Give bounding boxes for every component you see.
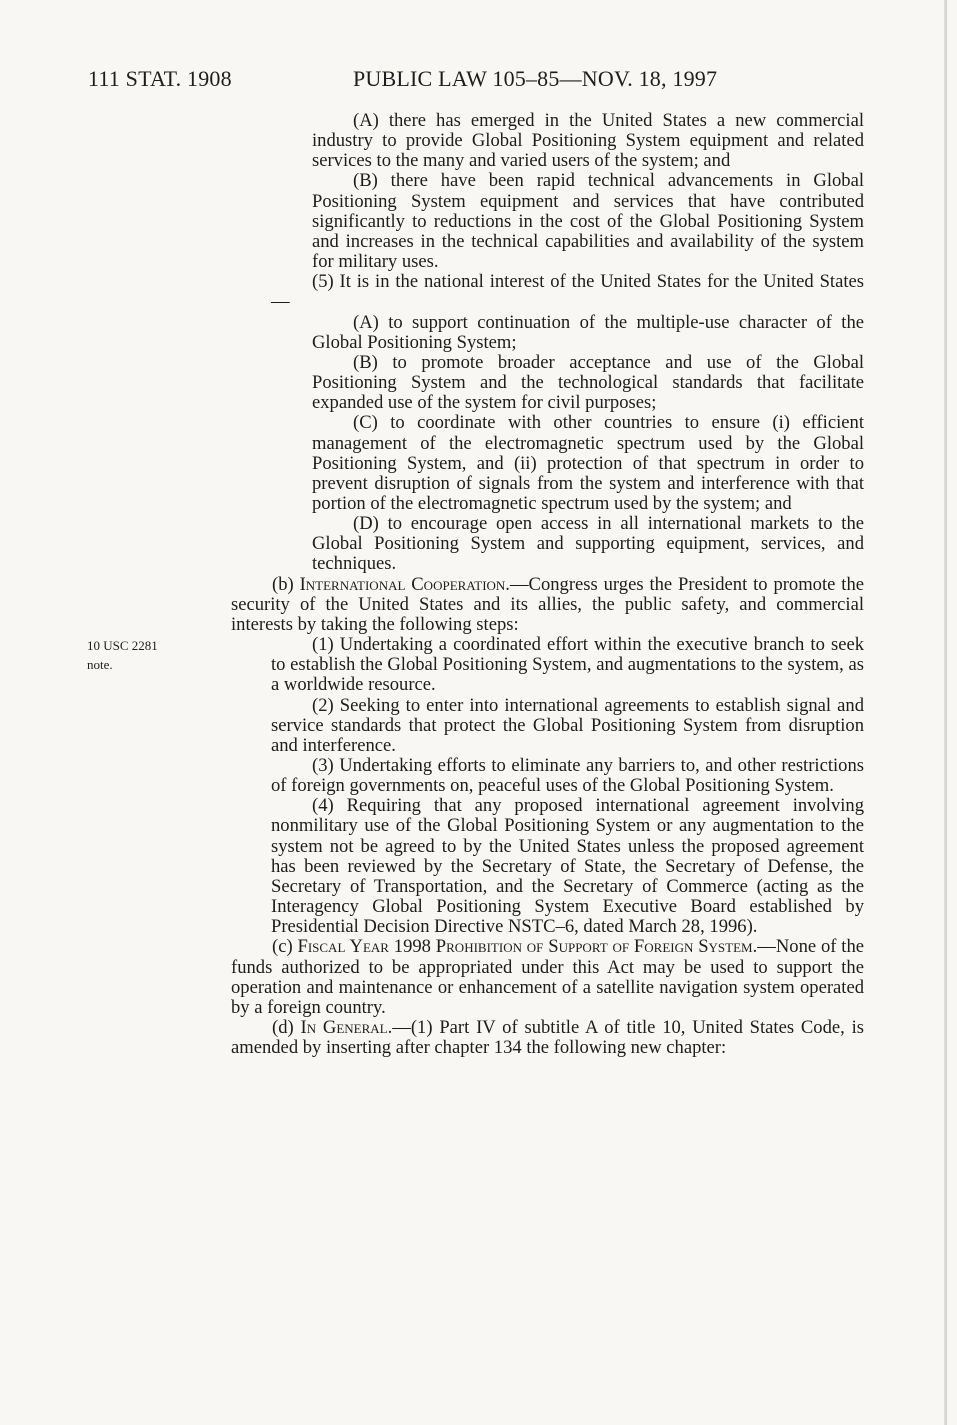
marginal-note bbox=[87, 636, 158, 674]
statute-citation: 111 STAT. 1908 bbox=[88, 66, 232, 91]
public-law-date: PUBLIC LAW 105–85—NOV. 18, 1997 bbox=[353, 66, 718, 91]
paragraph-b-4: (4) Requiring that any proposed international agreement involving nonmilitary use of the Global Positioning System or any augmentation to the system not be agreed to by the United States unless the proposed agreement has been reviewed by the Secretary of State, the Secretary of Defense, the Secretary of Transportation, and the Secretary of Commerce (acting as the Interagency Global Positioning System Executive Board established by Presidential Decision Directive NSTC–6, dated March 28, 1996). bbox=[271, 795, 864, 938]
paragraph-5-a: (A) to support continuation of the multiple-use character of the Global Positioning System; bbox=[312, 311, 864, 353]
marginal-note-citation: 10 USC 2281 bbox=[87, 638, 158, 653]
paragraph-4-a: (A) there has emerged in the United States a new commercial industry to provide Global Positioning System equipment and related services to the many and varied users of the system; and bbox=[312, 110, 864, 172]
paragraph-5-b: (B) to promote broader acceptance and use of the Global Positioning System and the technological standards that facilitate expanded use of the system for civil purposes; bbox=[312, 351, 864, 414]
paragraph-b-2: (2) Seeking to enter into international agreements to establish signal and service standards that protect the Global Positioning System from disruption and interference. bbox=[271, 694, 864, 756]
subsection-b-heading: International Cooperation. bbox=[299, 573, 510, 595]
body-text bbox=[231, 111, 864, 1058]
paragraph-5-c: (C) to coordinate with other countries to ensure (i) efficient management of the electromagnetic spectrum used by the Global Positioning System, and (ii) protection of that spectrum in order to prevent disruption of signals from the system and interference with that portion of the electromagnetic spectrum used by the system; and bbox=[312, 412, 864, 514]
paragraph-b-1: (1) Undertaking a coordinated effort within the executive branch to seek to establish the Global Positioning System, and augmentations to the system, as a worldwide resource. bbox=[271, 634, 864, 696]
marginal-note-label: note. bbox=[87, 657, 113, 672]
subsection-d-heading: In General. bbox=[300, 1017, 393, 1039]
subsection-c-heading: Fiscal Year 1998 Prohibition of Support of Foreign System. bbox=[297, 936, 758, 958]
subsection-c: (c) Fiscal Year 1998 Prohibition of Support of Foreign System.—None of the funds authorized to be appropriated under this Act may be used to support the operation and maintenance or enhancement of a satellite navigation system operated by a foreign country. bbox=[231, 936, 864, 1018]
paragraph-5: (5) It is in the national interest of the United States for the United States— bbox=[271, 271, 864, 313]
subsection-b: (b) International Cooperation.—Congress urges the President to promote the security of the United States and its allies, the public safety, and commercial interests by taking the following steps: bbox=[231, 573, 864, 635]
subsection-d: (d) In General.—(1) Part IV of subtitle A of title 10, United States Code, is amended by inserting after chapter 134 the following new chapter: bbox=[231, 1017, 864, 1059]
paragraph-b-3: (3) Undertaking efforts to eliminate any barriers to, and other restrictions of foreign governments on, peaceful uses of the Global Positioning System. bbox=[271, 755, 864, 797]
paragraph-5-d: (D) to encourage open access in all international markets to the Global Positioning System and supporting equipment, services, and techniques. bbox=[312, 513, 864, 575]
page-edge bbox=[944, 0, 947, 1425]
paragraph-4-b: (B) there have been rapid technical advancements in Global Positioning System equipment and services that have contributed significantly to reductions in the cost of the Global Positioning System and increases in the technical capabilities and availability of the system for military uses. bbox=[312, 170, 864, 273]
